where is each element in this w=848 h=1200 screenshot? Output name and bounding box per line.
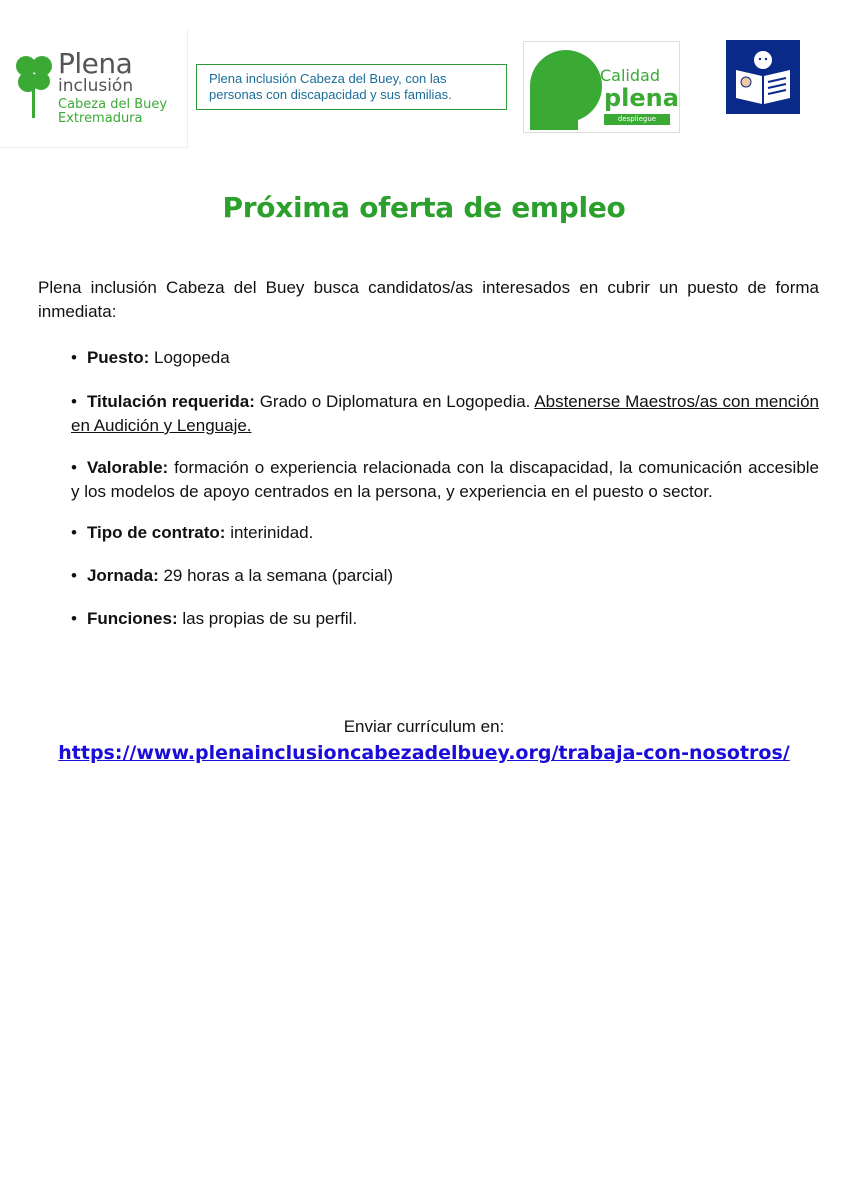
intro-paragraph: Plena inclusión Cabeza del Buey busca candidatos/as interesados en cubrir un puesto de forma inmediata: [38,278,819,321]
bullet: • [71,458,77,477]
item-label: Jornada: [86,566,159,585]
item-label: Funciones: [86,609,178,628]
calidad-line1: Calidad [600,66,660,85]
item-label: Tipo de contrato: [86,523,226,542]
plena-inclusion-logo [0,30,188,148]
list-item-puesto [71,346,819,370]
item-label: Puesto: [86,348,150,367]
clover-logo-icon [14,52,54,128]
logo-line-region: Extremadura [58,111,143,126]
list-item-titulacion [71,390,819,438]
bullet: • [71,609,77,628]
logo-line-inclusion: inclusión [58,76,134,96]
item-underlined-note: Abstenerse Maestros/as con mención en Audición y Lenguaje. [71,392,819,435]
bullet: • [71,348,77,367]
easy-reading-icon [726,40,800,114]
bullet: • [71,392,77,411]
item-text: Logopeda [149,348,230,367]
calidad-plena-logo [523,41,680,133]
tagline-box: Plena inclusión Cabeza del Buey, con las personas con discapacidad y sus familias. [196,64,507,110]
item-text: las propias de su perfil. [177,609,358,628]
careers-link[interactable]: https://www.plenainclusioncabezadelbuey.org/trabaja-con-nosotros/ [58,742,790,764]
list-item-contrato [71,521,819,545]
item-text: 29 horas a la semana (parcial) [158,566,394,585]
send-cv-label: Enviar currículum en: [343,717,505,736]
logo-line-location: Cabeza del Buey [58,97,168,112]
list-item-valorable [71,456,819,504]
item-text: Grado o Diplomatura en Logopedia. [254,392,535,411]
item-label: Titulación requerida: [86,392,255,411]
item-text: formación o experiencia relacionada con la discapacidad, la comunicación accesible y los modelos de apoyo centrados en la persona, y experiencia en el puesto o sector. [71,458,819,501]
logo-line-plena: Plena [58,47,133,80]
bullet: • [71,566,77,585]
item-label: Valorable: [86,458,169,477]
calidad-band: despliegue [604,114,670,125]
list-item-jornada [71,564,819,588]
page-title: Próxima oferta de empleo [222,191,626,224]
calidad-line2: plena [604,84,679,112]
item-text: interinidad. [225,523,314,542]
bullet: • [71,523,77,542]
list-item-funciones [71,607,819,631]
